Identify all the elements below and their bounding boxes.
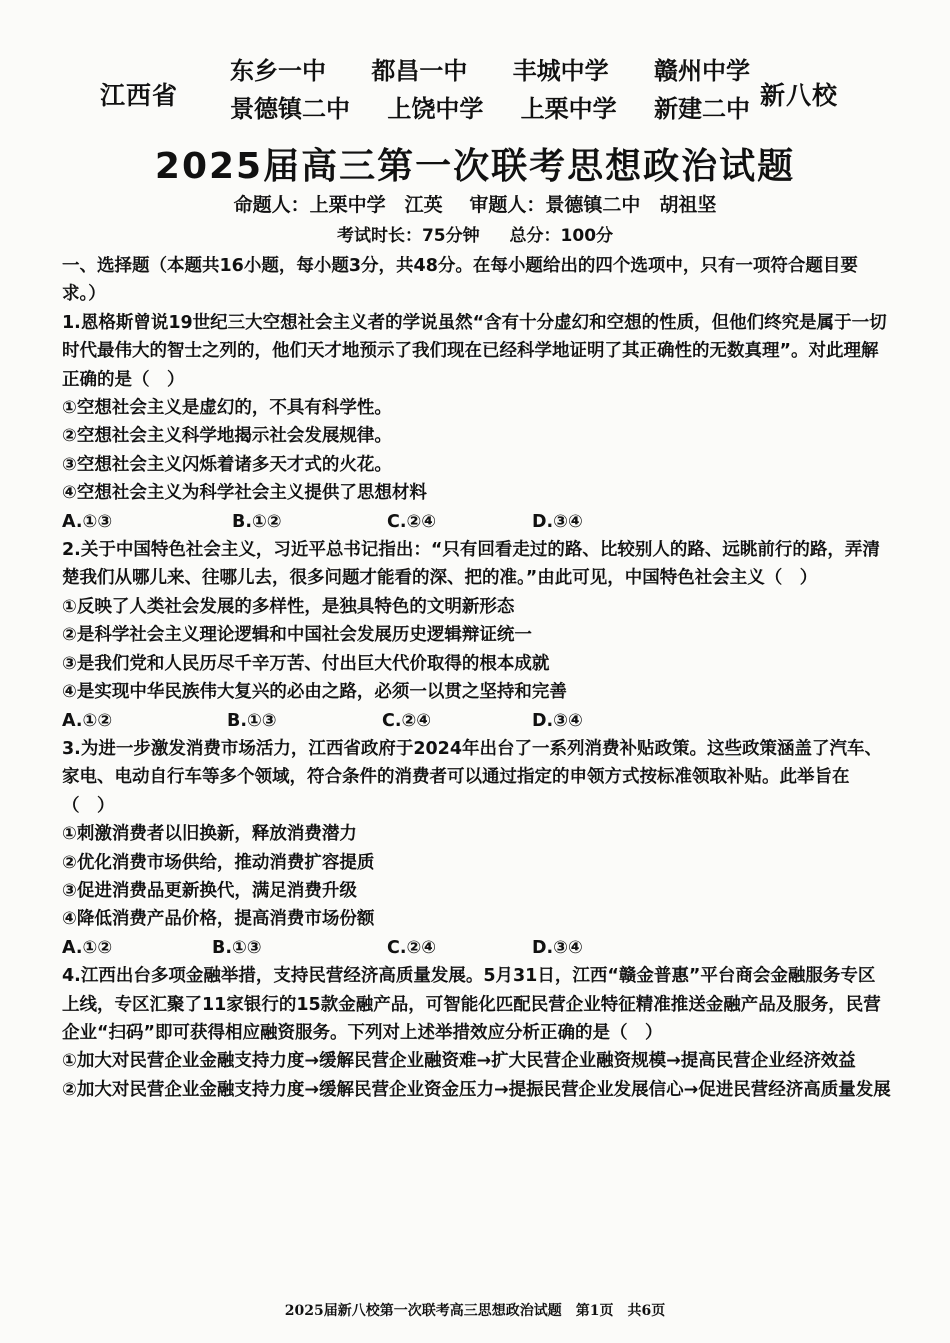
school-name: 都昌一中 xyxy=(371,57,468,85)
option-d: D.③④ xyxy=(532,937,583,958)
statement: ②加大对民营企业金融支持力度→缓解民营企业资金压力→提振民营企业发展信心→促进民营经济高质量发展 xyxy=(62,1079,891,1100)
school-list xyxy=(230,52,750,128)
duration-label: 考试时长：75分钟 xyxy=(336,226,480,246)
setter-label: 命题人：上栗中学 江英 xyxy=(233,194,443,216)
total-score-label: 总分：100分 xyxy=(509,226,614,246)
statement: ③空想社会主义闪烁着诸多天才式的火花。 xyxy=(62,454,392,475)
school-name: 赣州中学 xyxy=(653,57,750,85)
page-footer: 2025届新八校第一次联考高三思想政治试题 第1页 共6页 xyxy=(284,1303,666,1319)
option-b: B.①③ xyxy=(212,937,262,958)
statement: ④是实现中华民族伟大复兴的必由之路，必须一以贯之坚持和完善 xyxy=(62,682,567,703)
question-stem: 3.为进一步激发消费市场活力，江西省政府于2024年出台了一系列消费补贴政策。这些政策涵盖了汽车、家电、电动自行车等多个领域，符合条件的消费者可以通过指定的申领方式按标准领取补贴。此举旨在（ ） xyxy=(62,738,883,816)
question-1 xyxy=(62,309,892,536)
province-label: 江西省 xyxy=(100,81,179,110)
question-4 xyxy=(62,962,892,1104)
school-row-1 xyxy=(230,52,750,90)
statement: ②空想社会主义科学地揭示社会发展规律。 xyxy=(62,426,392,447)
option-d: D.③④ xyxy=(532,710,583,731)
school-name: 上栗中学 xyxy=(520,95,617,123)
question-stem: 4.江西出台多项金融举措，支持民营经济高质量发展。5月31日，江西“赣金普惠”平台商会金融服务专区上线，专区汇聚了11家银行的15款金融产品，可智能化匹配民营企业特征精准推送金融产品及服务，民营企业“扫码”即可获得相应融资服务。下列对上述举措效应分析正确的是（ ） xyxy=(62,966,881,1043)
exam-authors xyxy=(0,190,950,217)
option-a: A.①② xyxy=(62,937,113,958)
question-3 xyxy=(62,735,892,962)
option-a: A.①② xyxy=(62,710,113,731)
statement: ①空想社会主义是虚幻的，不具有科学性。 xyxy=(62,398,392,419)
answer-options xyxy=(62,934,892,962)
question-stem: 1.恩格斯曾说19世纪三大空想社会主义者的学说虽然“含有十分虚幻和空想的性质，但他们终究是属于一切时代最伟大的智士之列的，他们天才地预示了我们现在已经科学地证明了其正确性的无数真理”。对此理解正确的是（ ） xyxy=(62,312,887,390)
group-label: 新八校 xyxy=(760,81,839,110)
option-c: C.②④ xyxy=(387,511,437,532)
statement: ④空想社会主义为科学社会主义提供了思想材料 xyxy=(62,483,427,504)
school-name: 景德镇二中 xyxy=(230,95,350,123)
statement: ③是我们党和人民历尽千辛万苦、付出巨大代价取得的根本成就 xyxy=(62,653,550,674)
question-stem: 2.关于中国特色社会主义，习近平总书记指出：“只有回看走过的路、比较别人的路、远眺前行的路，弄清楚我们从哪儿来、往哪儿去，很多问题才能看的深、把的准。”由此可见，中国特色社会主义（ ） xyxy=(62,540,880,589)
option-d: D.③④ xyxy=(532,511,583,532)
exam-title: 2025届高三第一次联考思想政治试题 xyxy=(154,146,796,187)
statement: ④降低消费产品价格，提高消费市场份额 xyxy=(62,909,375,930)
statement: ①刺激消费者以旧换新，释放消费潜力 xyxy=(62,824,357,845)
option-c: C.②④ xyxy=(382,710,432,731)
option-b: B.①② xyxy=(232,511,282,532)
exam-meta xyxy=(0,221,950,246)
statement: ②是科学社会主义理论逻辑和中国社会发展历史逻辑辩证统一 xyxy=(62,625,532,646)
option-c: C.②④ xyxy=(387,937,437,958)
school-name: 上饶中学 xyxy=(387,95,484,123)
question-2 xyxy=(62,536,892,735)
school-name: 新建二中 xyxy=(653,95,750,123)
school-row-2 xyxy=(230,90,750,128)
answer-options xyxy=(62,508,892,536)
school-name: 东乡一中 xyxy=(230,57,326,85)
exam-body xyxy=(62,252,892,1104)
section-heading: 一、选择题（本题共16小题，每小题3分，共48分。在每小题给出的四个选项中，只有一项符合题目要求。） xyxy=(62,256,858,305)
answer-options xyxy=(62,707,892,735)
option-a: A.①③ xyxy=(62,511,113,532)
reviewer-label: 审题人：景德镇二中 胡祖坚 xyxy=(469,194,717,216)
statement: ①反映了人类社会发展的多样性，是独具特色的文明新形态 xyxy=(62,596,515,617)
statement: ①加大对民营企业金融支持力度→缓解民营企业融资难→扩大民营企业融资规模→提高民营企业经济效益 xyxy=(62,1051,856,1072)
statement: ③促进消费品更新换代，满足消费升级 xyxy=(62,880,357,901)
statement: ②优化消费市场供给，推动消费扩容提质 xyxy=(62,852,375,873)
option-b: B.①③ xyxy=(227,710,277,731)
school-name: 丰城中学 xyxy=(512,57,609,85)
